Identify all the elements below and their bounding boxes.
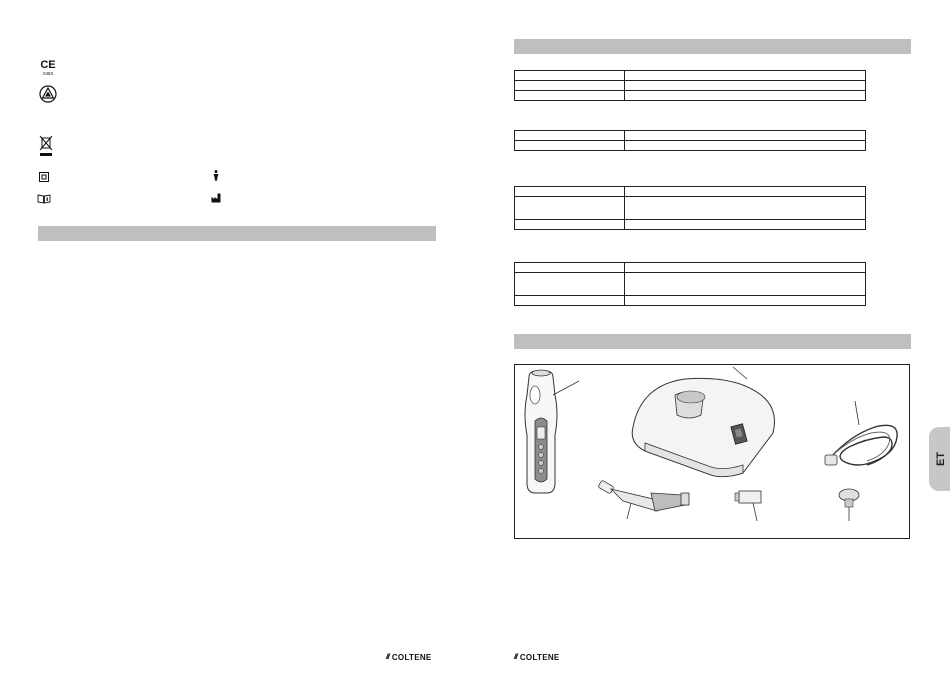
table-row	[515, 81, 866, 91]
ce-mark-text: CE	[40, 59, 56, 71]
left-section-header-bar	[38, 226, 436, 241]
table-row	[515, 131, 866, 141]
ce-mark-icon	[38, 58, 58, 76]
right-footer-brand	[514, 653, 560, 662]
table-row	[515, 141, 866, 151]
brand-name: COLTENE	[391, 653, 432, 662]
components-figure	[514, 364, 910, 539]
right-section-header-bar-top	[514, 39, 911, 54]
table-row	[515, 197, 866, 220]
contra-angle-illustration	[598, 480, 689, 519]
ce-number-text: 0483	[42, 71, 54, 76]
cap-illustration	[839, 489, 859, 521]
spec-table-3	[514, 186, 866, 230]
left-footer-brand	[386, 653, 432, 662]
right-section-header-bar-bottom	[514, 334, 911, 349]
applied-part-person-icon	[212, 170, 220, 181]
language-tab[interactable]	[929, 427, 950, 491]
table-row	[515, 273, 866, 296]
brand-mark-icon: ///	[386, 654, 389, 661]
power-cable-illustration	[825, 401, 897, 465]
spec-table-1	[514, 70, 866, 101]
certification-triangle-icon	[38, 84, 58, 104]
table-row	[515, 71, 866, 81]
table-row	[515, 220, 866, 230]
class-ii-icon	[39, 172, 49, 182]
spec-table-4	[514, 262, 866, 306]
table-row	[515, 91, 866, 101]
consult-instructions-icon	[37, 194, 51, 204]
handpiece-illustration	[525, 370, 579, 493]
language-tab-label: ET	[935, 451, 948, 467]
charging-base-illustration	[632, 367, 774, 477]
brand-name: COLTENE	[519, 653, 560, 662]
components-illustration	[515, 365, 909, 538]
spec-table-2	[514, 130, 866, 151]
weee-bin-icon	[38, 135, 54, 157]
brand-mark-icon: ///	[514, 654, 517, 661]
table-row	[515, 296, 866, 306]
manufacturer-icon	[211, 193, 221, 203]
battery-illustration	[735, 491, 761, 521]
table-row	[515, 187, 866, 197]
table-row	[515, 263, 866, 273]
